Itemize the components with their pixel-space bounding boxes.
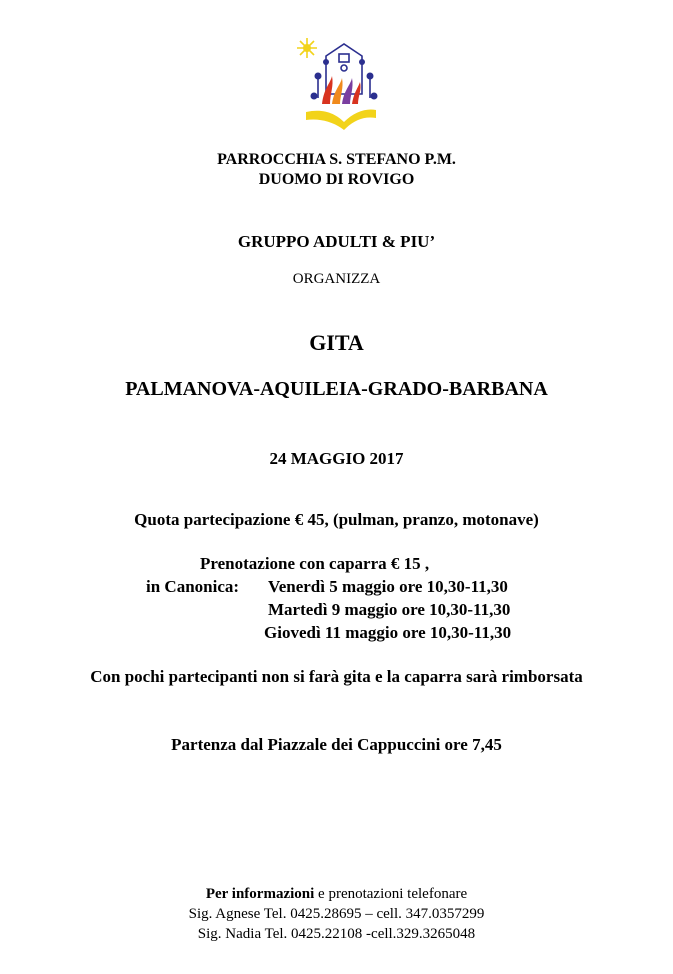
slot-item: Venerdì 5 maggio ore 10,30-11,30 <box>268 577 508 596</box>
parish-name: PARROCCHIA S. STEFANO P.M. <box>217 151 456 168</box>
parish-logo <box>296 36 378 132</box>
sun-icon <box>297 38 317 58</box>
booking-text: Prenotazione con caparra € 15 , <box>200 554 430 573</box>
church-name: DUOMO DI ROVIGO <box>258 171 415 188</box>
event-date: 24 MAGGIO 2017 <box>269 449 404 468</box>
contact-line: Sig. Nadia Tel. 0425.22108 -cell.329.3265048 <box>197 926 476 942</box>
slot-item: Martedì 9 maggio ore 10,30-11,30 <box>268 600 511 619</box>
event-title: GITA <box>309 330 364 355</box>
info-rest: e prenotazioni telefonare <box>314 886 468 902</box>
info-line <box>0 887 673 902</box>
location-label: in Canonica: <box>146 577 240 596</box>
book-icon <box>306 110 376 131</box>
departure-text: Partenza dal Piazzale dei Cappuccini ore 7,45 <box>171 735 502 754</box>
contact-line: Sig. Agnese Tel. 0425.28695 – cell. 347.0357299 <box>188 906 485 922</box>
group-name: GRUPPO ADULTI & PIU’ <box>237 232 436 251</box>
fee-text: Quota partecipazione € 45, (pulman, pranzo, motonave) <box>134 510 539 529</box>
slot-item: Giovedì 11 maggio ore 10,30-11,30 <box>264 623 512 642</box>
notice-text: Con pochi partecipanti non si farà gita e la caparra sarà rimborsata <box>90 667 583 686</box>
organizes-label: ORGANIZZA <box>292 271 381 287</box>
flames-icon <box>322 76 361 104</box>
event-destinations: PALMANOVA-AQUILEIA-GRADO-BARBANA <box>125 378 548 400</box>
info-bold: Per informazioni <box>205 886 315 902</box>
